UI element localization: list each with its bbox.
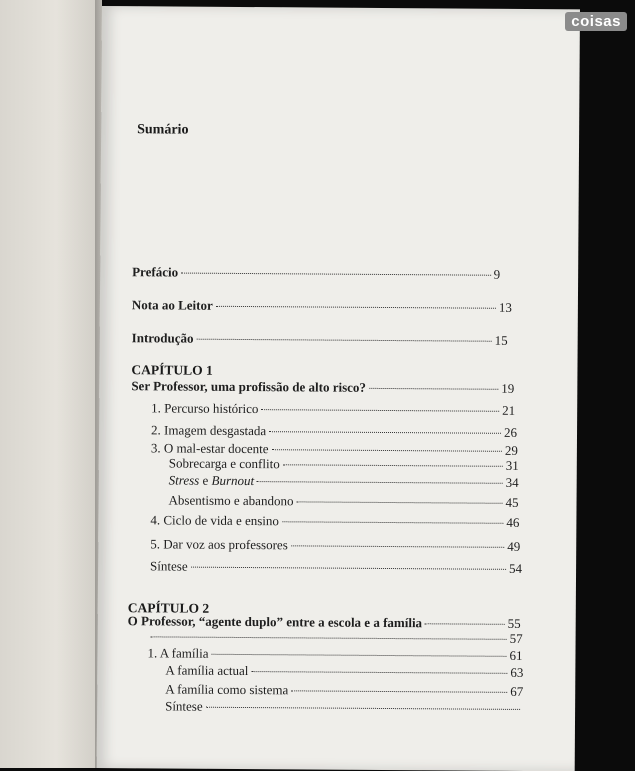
chapter-2-heading: CAPÍTULO 2 bbox=[127, 600, 210, 616]
leader-dots bbox=[151, 636, 507, 639]
toc-page: 61 bbox=[509, 647, 523, 663]
toc-entry bbox=[168, 492, 518, 510]
left-page bbox=[0, 0, 102, 768]
leader-dots bbox=[425, 623, 505, 625]
toc-label: 3. O mal-estar docente bbox=[150, 440, 269, 457]
right-page bbox=[97, 6, 580, 771]
toc-entry-nota-ao-leitor bbox=[132, 297, 512, 316]
toc-page: 49 bbox=[507, 538, 521, 554]
toc-page: 26 bbox=[503, 424, 518, 440]
toc-label: 1. A família bbox=[147, 645, 209, 661]
toc-label: 1. Percurso histórico bbox=[151, 400, 259, 417]
leader-dots bbox=[257, 481, 503, 484]
toc-label: 5. Dar voz aos professores bbox=[150, 536, 288, 553]
toc-entry bbox=[150, 512, 519, 531]
toc-label bbox=[169, 472, 255, 489]
toc-page: 54 bbox=[509, 560, 523, 576]
toc-page: 57 bbox=[509, 630, 523, 646]
leader-dots bbox=[283, 464, 503, 467]
toc-label: A família actual bbox=[165, 662, 249, 679]
leader-dots bbox=[212, 654, 507, 657]
toc-page: 63 bbox=[510, 664, 524, 680]
toc-page: 19 bbox=[501, 380, 515, 396]
toc-page: 9 bbox=[493, 266, 501, 282]
leader-dots bbox=[291, 690, 507, 693]
toc-page: 13 bbox=[498, 299, 512, 315]
toc-label: Introdução bbox=[131, 330, 194, 346]
leader-dots bbox=[191, 567, 506, 570]
chapter-1-title bbox=[131, 378, 514, 397]
chapter-1-heading: CAPÍTULO 1 bbox=[131, 362, 213, 378]
leader-dots bbox=[291, 545, 504, 547]
toc-entry bbox=[165, 698, 523, 716]
toc-label: A família como sistema bbox=[165, 681, 289, 698]
toc-label-part: Burnout bbox=[211, 472, 255, 489]
toc-label: O Professor, “agente duplo” entre a escola e a família bbox=[127, 613, 423, 631]
watermark-logo: coisas bbox=[565, 12, 627, 31]
toc-entry bbox=[147, 645, 522, 664]
leader-dots bbox=[296, 501, 502, 503]
toc-page: 46 bbox=[506, 514, 520, 530]
leader-dots bbox=[269, 431, 501, 434]
toc-entry bbox=[169, 455, 519, 473]
leader-dots bbox=[369, 388, 498, 390]
leader-dots bbox=[282, 521, 503, 524]
toc-page: 21 bbox=[502, 402, 516, 418]
toc-entry bbox=[150, 536, 520, 555]
toc-page: 67 bbox=[510, 683, 524, 699]
toc-label-part: Stress bbox=[168, 472, 200, 488]
leader-dots bbox=[206, 707, 520, 710]
toc-entry bbox=[150, 558, 522, 577]
toc-label: Prefácio bbox=[132, 264, 179, 280]
toc-label: Absentismo e abandono bbox=[168, 492, 294, 509]
toc-page: 31 bbox=[505, 457, 519, 473]
toc-label: Síntese bbox=[150, 558, 188, 574]
leader-dots bbox=[261, 409, 499, 412]
leader-dots bbox=[197, 339, 492, 342]
leader-dots bbox=[216, 306, 496, 309]
leader-dots bbox=[272, 449, 502, 452]
toc-label: Nota ao Leitor bbox=[131, 297, 213, 313]
toc-page: 45 bbox=[505, 494, 519, 510]
toc-label: Ser Professor, uma profissão de alto risco? bbox=[131, 378, 366, 395]
toc-entry bbox=[165, 681, 523, 699]
toc-label: Sobrecarga e conflito bbox=[168, 455, 280, 472]
toc-entry-prefacio bbox=[132, 264, 500, 283]
leader-dots bbox=[181, 273, 491, 276]
toc-label: 2. Imagem desgastada bbox=[150, 422, 267, 439]
toc-label-part: e bbox=[199, 472, 212, 488]
toc-entry bbox=[169, 472, 519, 490]
toc-page: 55 bbox=[507, 615, 521, 631]
toc-page: 34 bbox=[505, 474, 519, 490]
page-title: Sumário bbox=[137, 122, 189, 138]
toc-page: 15 bbox=[494, 332, 508, 348]
toc-entry bbox=[148, 628, 523, 647]
leader-dots bbox=[251, 671, 507, 674]
toc-label: 4. Ciclo de vida e ensino bbox=[150, 512, 279, 529]
toc-page: 29 bbox=[504, 442, 518, 458]
toc-label: Síntese bbox=[165, 698, 203, 714]
toc-entry bbox=[151, 400, 515, 419]
toc-entry bbox=[165, 662, 523, 680]
toc-entry bbox=[151, 422, 517, 441]
toc-entry-introducao bbox=[132, 330, 508, 349]
